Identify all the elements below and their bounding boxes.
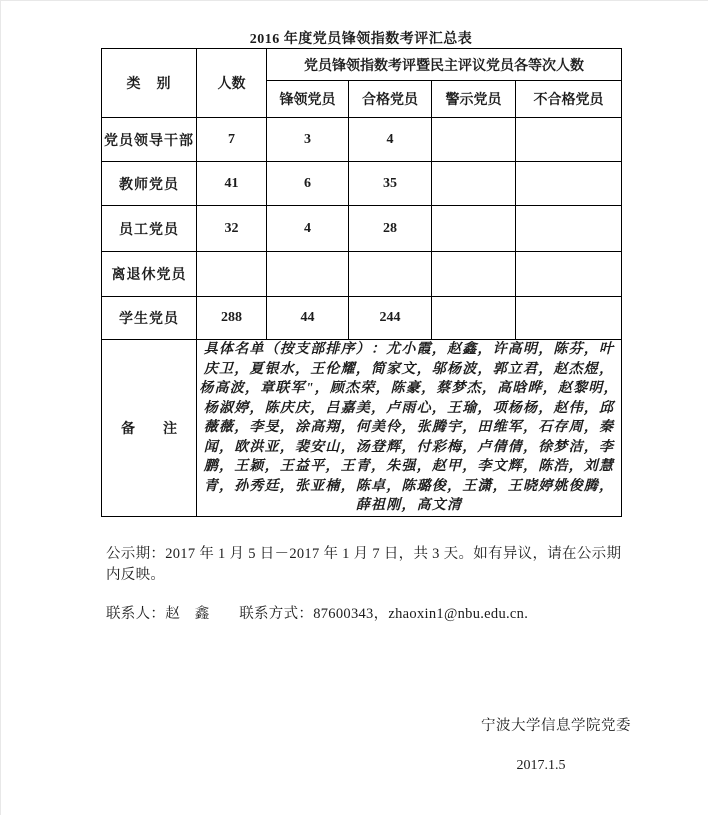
document-title: 2016 年度党员锋领指数考评汇总表: [249, 32, 473, 47]
cell-qualified: 28: [349, 206, 432, 252]
cell-warning: [432, 162, 516, 206]
signature-organization: 宁波大学信息学院党委: [481, 718, 631, 734]
header-sub-qualified: 合格党员: [349, 81, 432, 118]
header-count: 人数: [197, 49, 267, 118]
cell-unqualified: [516, 297, 622, 340]
row-label: 离退休党员: [102, 252, 197, 297]
row-label: 党员领导干部: [102, 118, 197, 162]
signature-date: 2017.1.5: [516, 758, 566, 773]
cell-unqualified: [516, 162, 622, 206]
table-row-teachers: [102, 162, 622, 206]
cell-count: [197, 252, 267, 297]
cell-unqualified: [516, 252, 622, 297]
cell-vanguard: [267, 252, 349, 297]
publicity-period-paragraph: [106, 544, 624, 585]
header-group-title: 党员锋领指数考评暨民主评议党员各等次人数: [267, 49, 622, 81]
table-row-staff: [102, 206, 622, 252]
header-sub-warning: 警示党员: [432, 81, 516, 118]
cell-vanguard: 3: [267, 118, 349, 162]
publicity-period-line1: 公示期：2017 年 1 月 5 日－2017 年 1 月 7 日，共 3 天。如有异议，请在公示期: [106, 546, 622, 562]
publicity-period-line2: 内反映。: [106, 566, 166, 583]
assessment-summary-table: [101, 48, 622, 517]
cell-warning: [432, 118, 516, 162]
cell-warning: [432, 206, 516, 252]
row-label: 教师党员: [102, 162, 197, 206]
cell-vanguard: 4: [267, 206, 349, 252]
cell-vanguard: 44: [267, 297, 349, 340]
table-row-remarks: [102, 340, 622, 517]
cell-count: 288: [197, 297, 267, 340]
cell-unqualified: [516, 118, 622, 162]
cell-qualified: 35: [349, 162, 432, 206]
cell-qualified: [349, 252, 432, 297]
remark-name-list: 具体名单（按支部排序）：尤小霞，赵鑫，许高明，陈芬，叶庆卫，夏银水，王伦耀，简家文，邬杨波，郭立君，赵杰煜，杨高波，章联军"，顾杰荣，陈豪，蔡梦杰，高晗晔，赵黎明，杨淑婷，陈庆庆，吕嘉美，卢雨心，王瑜，项杨杨，赵伟，邱薇薇，李旻，涂高翔，何美伶，张腾宇，田维军，石存周，秦闻，欧洪亚，裴安山，汤登辉，付彩梅，卢倩倩，徐梦洁，李鹏，王颖，王益平，王青，朱强，赵甲，李文辉，陈浩，刘慧青，孙秀廷，张亚楠，陈卓，陈璐俊，王潇，王晓婷姚俊腾，薛祖刚，高文清: [197, 340, 622, 517]
row-label: 员工党员: [102, 206, 197, 252]
cell-vanguard: 6: [267, 162, 349, 206]
cell-count: 32: [197, 206, 267, 252]
cell-unqualified: [516, 206, 622, 252]
table-row-students: [102, 297, 622, 340]
row-label: 学生党员: [102, 297, 197, 340]
cell-qualified: 244: [349, 297, 432, 340]
cell-warning: [432, 297, 516, 340]
cell-warning: [432, 252, 516, 297]
table-row-retired: [102, 252, 622, 297]
cell-count: 41: [197, 162, 267, 206]
table-row-leader-cadres: [102, 118, 622, 162]
header-category: 类 别: [102, 49, 197, 118]
cell-qualified: 4: [349, 118, 432, 162]
remark-label: 备 注: [102, 340, 197, 517]
header-sub-vanguard: 锋领党员: [267, 81, 349, 118]
header-sub-unqualified: 不合格党员: [516, 81, 622, 118]
header-row-group: [102, 49, 622, 81]
cell-count: 7: [197, 118, 267, 162]
contact-line: 联系人：赵 鑫 联系方式：87600343，zhaoxin1@nbu.edu.cn.: [106, 606, 529, 622]
